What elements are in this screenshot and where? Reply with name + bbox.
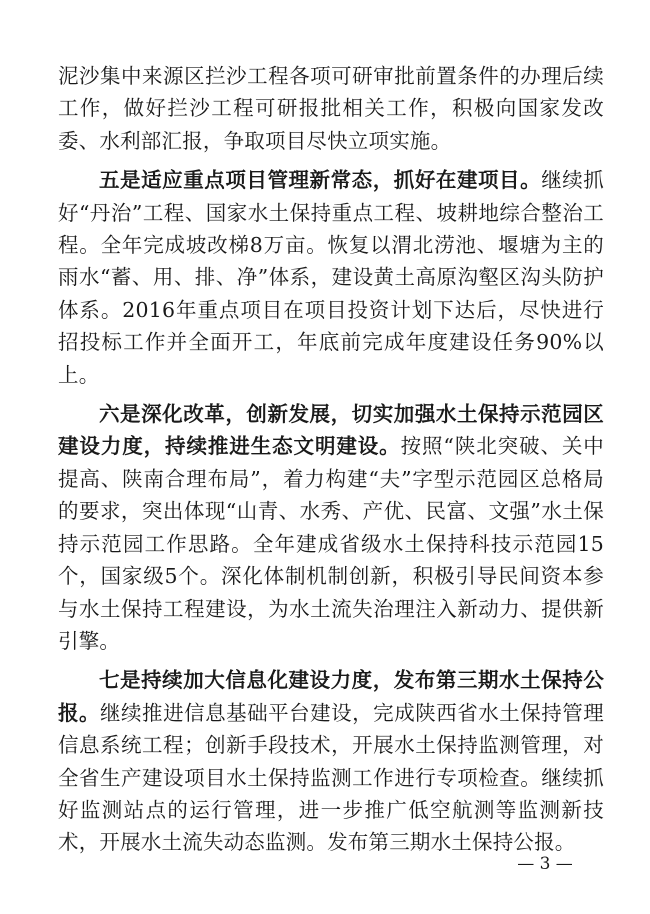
paragraph-heading: 五是适应重点项目管理新常态，抓好在建项目。 xyxy=(99,168,542,193)
paragraph-text: 按照“陕北突破、关中提高、陕南合理布局”，着力构建“夫”字型示范园区总格局的要求，突出体现“山青、水秀、产优、民富、文强”水土保持示范园工作思路。全年建成省级水土保持科技示范园15个，国家级5个。深化体制机制创新，积极引导民间资本参与水土保持工程建设，为水土流失治理注入新动力、提供新引擎。 xyxy=(58,434,605,653)
paragraph-section-5 xyxy=(58,164,604,391)
paragraph-section-7 xyxy=(58,664,604,858)
paragraph-text: 继续推进信息基础平台建设，完成陕西省水土保持管理信息系统工程；创新手段技术，开展水土保持监测管理，对全省生产建设项目水土保持监测工作进行专项检查。继续抓好监测站点的运行管理，进一步推广低空航测等监测新技术，开展水土流失动态监测。发布第三期水土保持公报。 xyxy=(58,700,604,855)
paragraph-section-6 xyxy=(58,398,604,657)
paragraph-heading: 七是持续加大信息化建设力度，发布第三期水土保持公报。 xyxy=(58,668,604,725)
paragraph-heading: 六是深化改革，创新发展，切实加强水土保持示范园区建设力度，持续推进生态文明建设。 xyxy=(58,402,604,459)
paragraph-continued xyxy=(58,60,604,157)
paragraph-text: 泥沙集中来源区拦沙工程各项可研审批前置条件的办理后续工作，做好拦沙工程可研报批相关工作，积极向国家发改委、水利部汇报，争取项目尽快立项实施。 xyxy=(58,64,604,153)
paragraph-text: 继续抓好“丹治”工程、国家水土保持重点工程、坡耕地综合整治工程。全年完成坡改梯8万亩。恢复以渭北涝池、堰塘为主的雨水“蓄、用、排、净”体系，建设黄土高原沟壑区沟头防护体系。2016年重点项目在项目投资计划下达后，尽快进行招投标工作并全面开工，年底前完成年度建设任务90%以上。 xyxy=(58,168,604,387)
document-body xyxy=(58,60,604,859)
page-number: — 3 — xyxy=(517,854,573,874)
